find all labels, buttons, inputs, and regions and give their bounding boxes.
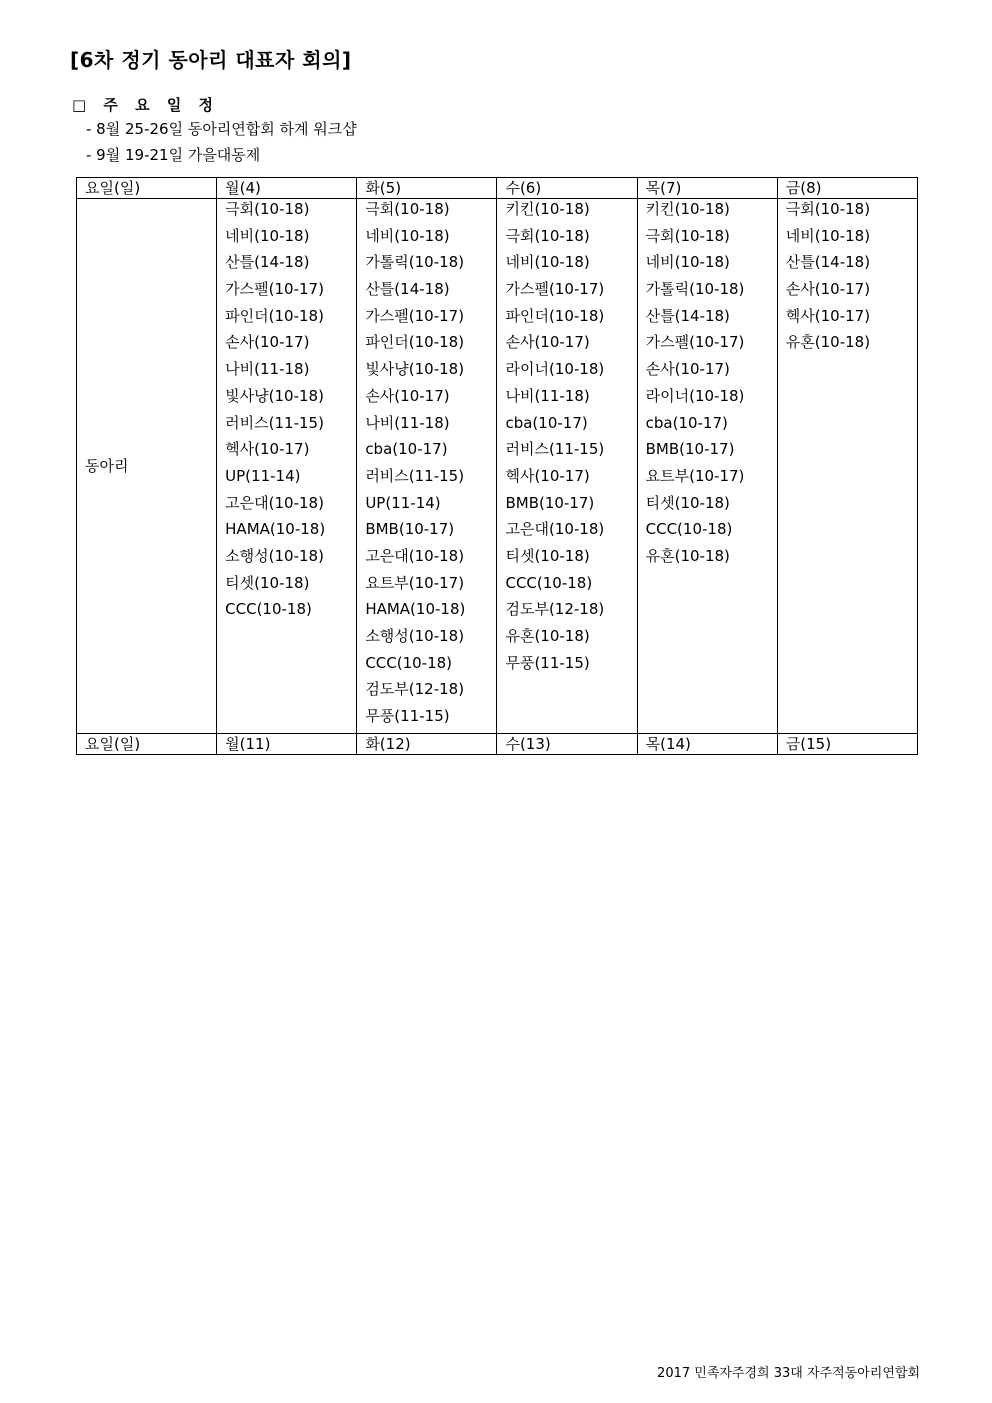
footer-cell-thu: 목(14): [637, 733, 777, 754]
club-entry: 산틀(14-18): [225, 253, 310, 272]
club-entry: 러비스(11-15): [505, 440, 605, 459]
club-entry: 소행성(10-18): [225, 546, 324, 565]
club-entry: cba(10-17): [365, 440, 448, 459]
club-entry: BMB(10-17): [365, 520, 455, 539]
club-entry: 손사(10-17): [365, 386, 450, 405]
club-entry: 헥사(10-17): [225, 440, 310, 459]
club-entry: 무풍(11-15): [505, 653, 590, 672]
club-entry: 극회(10-18): [645, 226, 730, 245]
clubs-cell-thu: [637, 199, 777, 734]
page-footer: 2017 민족자주경희 33대 자주적동아리연합회: [657, 1366, 920, 1381]
club-entry: 헥사(10-17): [785, 306, 871, 325]
header-cell-wed: 수(6): [497, 178, 637, 199]
club-entry: 요트부(10-17): [365, 573, 465, 592]
club-entry: 나비(11-18): [365, 413, 450, 432]
header-cell-mon: 월(4): [217, 178, 357, 199]
club-entry: 네비(10-18): [645, 253, 730, 272]
header-cell-tue: 화(5): [357, 178, 497, 199]
club-entry: 요트부(10-17): [645, 466, 745, 485]
clubs-cell-mon: [217, 199, 357, 734]
footer-cell-fri: 금(15): [777, 733, 917, 754]
club-entry: 고은대(10-18): [365, 546, 465, 565]
club-list: [365, 199, 496, 733]
clubs-cell-wed: [497, 199, 637, 734]
footer-cell-mon: 월(11): [217, 733, 357, 754]
club-entry: 고은대(10-18): [505, 520, 605, 539]
schedule-list: [86, 118, 357, 170]
club-entry: 빛사냥(10-18): [365, 360, 465, 379]
club-entry: 유혼(10-18): [505, 627, 590, 645]
club-list: [786, 199, 917, 359]
club-entry: 가스펠(10-17): [505, 280, 605, 299]
club-entry: 손사(10-17): [785, 280, 871, 299]
club-entry: HAMA(10-18): [225, 520, 326, 539]
club-entry: cba(10-17): [645, 413, 728, 432]
club-entry: 네비(10-18): [365, 226, 450, 245]
club-entry: 네비(10-18): [505, 253, 590, 272]
club-entry: 극회(10-18): [505, 226, 590, 245]
club-entry: CCC(10-18): [645, 520, 733, 539]
club-entry: CCC(10-18): [225, 600, 312, 619]
schedule-item: - 9월 19-21일 가을대동제: [86, 146, 261, 164]
header-cell-fri: 금(8): [777, 178, 917, 199]
club-entry: 검도부(12-18): [365, 680, 465, 699]
club-entry: 가톨릭(10-18): [365, 253, 465, 272]
header-cell-thu: 목(7): [637, 178, 777, 199]
club-entry: 고은대(10-18): [225, 493, 324, 512]
club-entry: 손사(10-17): [505, 333, 590, 352]
clubs-row: [77, 199, 918, 734]
clubs-cell-fri: [777, 199, 917, 734]
footer-cell-tue: 화(12): [357, 733, 497, 754]
club-entry: 러비스(11-15): [365, 466, 465, 485]
club-entry: 빛사냥(10-18): [225, 386, 324, 405]
club-entry: 가톨릭(10-18): [645, 280, 745, 299]
club-entry: 산틀(14-18): [645, 306, 730, 325]
club-entry: 네비(10-18): [225, 226, 310, 245]
header-row-top: [77, 178, 918, 199]
header-cell-day: 요일(일): [77, 178, 217, 199]
club-entry: BMB(10-17): [505, 493, 595, 512]
club-entry: UP(11-14): [225, 466, 301, 485]
club-entry: 라이너(10-18): [645, 386, 745, 405]
club-entry: 소행성(10-18): [365, 627, 465, 645]
club-entry: 나비(11-18): [505, 386, 590, 405]
club-entry: 가스펠(10-17): [365, 306, 465, 325]
club-entry: 네비(10-18): [785, 226, 871, 245]
club-entry: 티셋(10-18): [225, 573, 310, 592]
club-entry: UP(11-14): [365, 493, 441, 512]
club-entry: cba(10-17): [505, 413, 588, 432]
club-entry: 유혼(10-18): [645, 546, 730, 565]
club-entry: 키킨(10-18): [645, 200, 730, 218]
club-entry: CCC(10-18): [365, 653, 453, 672]
footer-cell-day: 요일(일): [77, 733, 217, 754]
club-entry: 무풍(11-15): [365, 707, 450, 726]
clubs-cell-tue: [357, 199, 497, 734]
club-entry: 가스펠(10-17): [645, 333, 745, 352]
club-entry: 검도부(12-18): [505, 600, 605, 619]
club-entry: 산틀(14-18): [785, 253, 871, 272]
club-entry: 라이너(10-18): [505, 360, 605, 379]
club-entry: 나비(11-18): [225, 360, 310, 379]
section-heading: □ 주 요 일 정: [72, 96, 220, 114]
schedule-item: - 8월 25-26일 동아리연합회 하계 워크샵: [86, 120, 357, 138]
club-entry: 극회(10-18): [365, 200, 450, 218]
club-entry: 러비스(11-15): [225, 413, 324, 432]
club-entry: CCC(10-18): [505, 573, 593, 592]
club-entry: 극회(10-18): [785, 200, 871, 218]
header-row-bottom: [77, 733, 918, 754]
club-entry: 파인더(10-18): [505, 306, 605, 325]
club-entry: HAMA(10-18): [365, 600, 466, 619]
club-entry: 파인더(10-18): [365, 333, 465, 352]
club-entry: 키킨(10-18): [505, 200, 590, 218]
club-entry: 파인더(10-18): [225, 306, 324, 325]
club-entry: 유혼(10-18): [785, 333, 871, 352]
club-entry: 티셋(10-18): [505, 546, 590, 565]
club-entry: BMB(10-17): [645, 440, 735, 459]
club-entry: 손사(10-17): [645, 360, 730, 379]
club-list: [505, 199, 636, 679]
row-label: 동아리: [77, 199, 217, 734]
club-entry: 티셋(10-18): [645, 493, 730, 512]
club-list: [646, 199, 777, 573]
club-entry: 극회(10-18): [225, 200, 310, 218]
club-entry: 산틀(14-18): [365, 280, 450, 299]
footer-cell-wed: 수(13): [497, 733, 637, 754]
club-entry: 가스펠(10-17): [225, 280, 324, 299]
document-title: [6차 정기 동아리 대표자 회의]: [70, 48, 352, 72]
club-entry: 손사(10-17): [225, 333, 310, 352]
club-entry: 헥사(10-17): [505, 466, 590, 485]
weekly-schedule-table: [76, 177, 918, 755]
club-list: [225, 199, 356, 626]
